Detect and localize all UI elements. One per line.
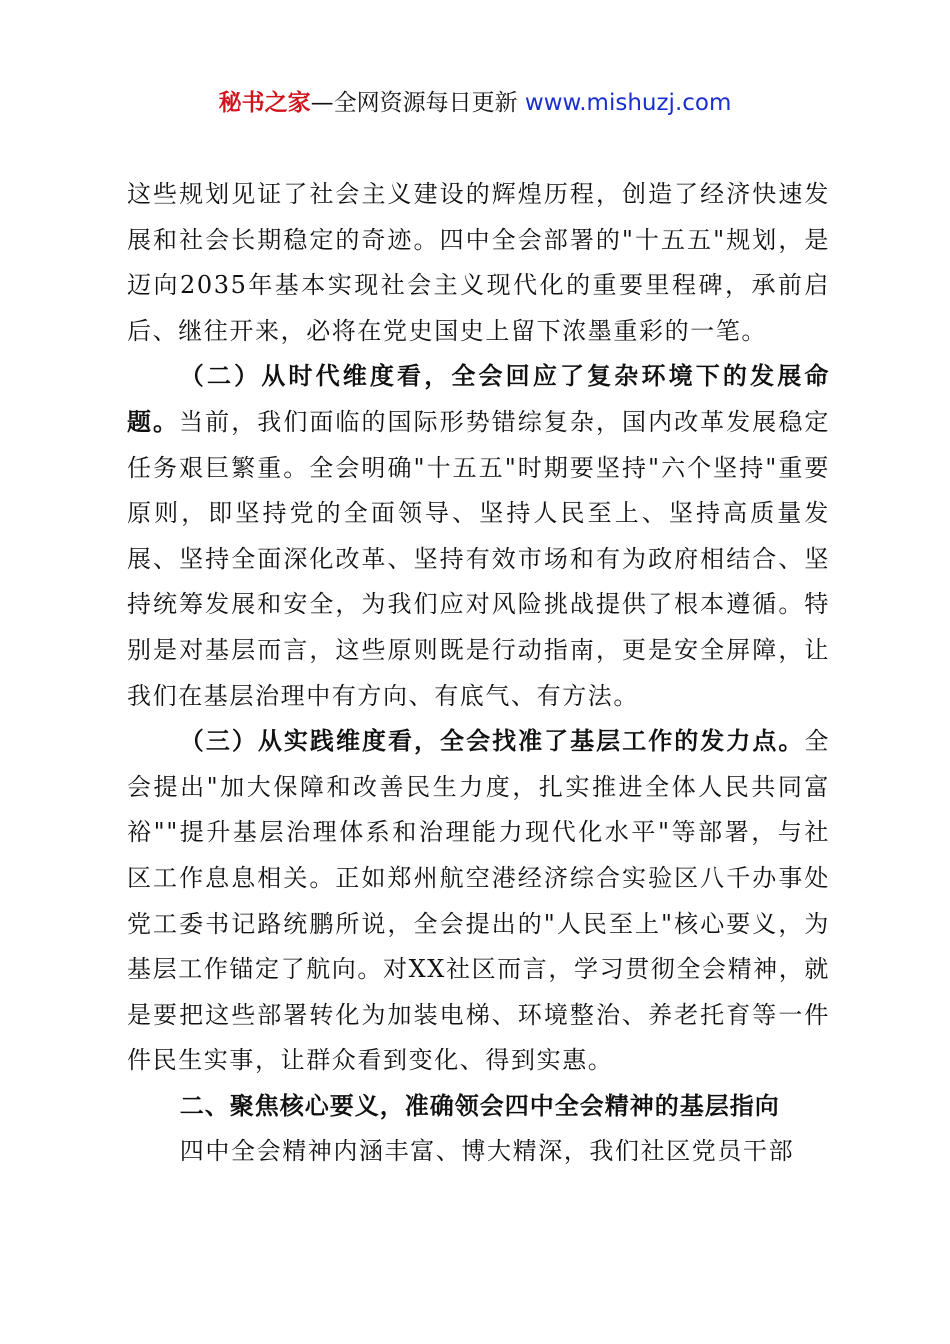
paragraph-4: 四中全会精神内涵丰富、博大精深，我们社区党员干部 — [179, 1137, 795, 1166]
header-url: www.mishuzj.com — [524, 90, 732, 116]
paragraph-3 — [127, 719, 830, 1084]
paragraph-2-heading: （二）从时代维度看，全会回应了复杂环境下的发展命题。 — [127, 362, 830, 436]
paragraph-2 — [127, 354, 830, 719]
document-body — [127, 172, 830, 1175]
paragraph-1: 这些规划见证了社会主义建设的辉煌历程，创造了经济快速发展和社会长期稳定的奇迹。四中全会部署的"十五五"规划，是迈向2035年基本实现社会主义现代化的重要里程碑，承前启后、继往开来，必将在党史国史上留下浓墨重彩的一笔。 — [127, 180, 830, 345]
brand-name: 秘书之家 — [218, 90, 311, 116]
header-slogan: —全网资源每日更新 — [310, 90, 525, 116]
page-header — [0, 87, 950, 119]
paragraph-3-heading: （三）从实践维度看，全会找准了基层工作的发力点。 — [179, 727, 805, 756]
paragraph-2-body: 当前，我们面临的国际形势错综复杂，国内改革发展稳定任务艰巨繁重。全会明确"十五五"时期要坚持"六个坚持"重要原则，即坚持党的全面领导、坚持人民至上、坚持高质量发展、坚持全面深化改革、坚持有效市场和有为政府相结合、坚持统筹发展和安全，为我们应对风险挑战提供了根本遵循。特别是对基层而言，这些原则既是行动指南，更是安全屏障，让我们在基层治理中有方向、有底气、有方法。 — [127, 407, 830, 710]
section-title: 二、聚焦核心要义，准确领会四中全会精神的基层指向 — [179, 1091, 780, 1120]
paragraph-3-body: 全会提出"加大保障和改善民生力度，扎实推进全体人民共同富裕""提升基层治理体系和治理能力现代化水平"等部署，与社区工作息息相关。正如郑州航空港经济综合实验区八千办事处党工委书记路统鹏所说，全会提出的"人民至上"核心要义，为基层工作锚定了航向。对XX社区而言，学习贯彻全会精神，就是要把这些部署转化为加装电梯、环境整治、养老托育等一件件民生实事，让群众看到变化、得到实惠。 — [127, 727, 830, 1075]
